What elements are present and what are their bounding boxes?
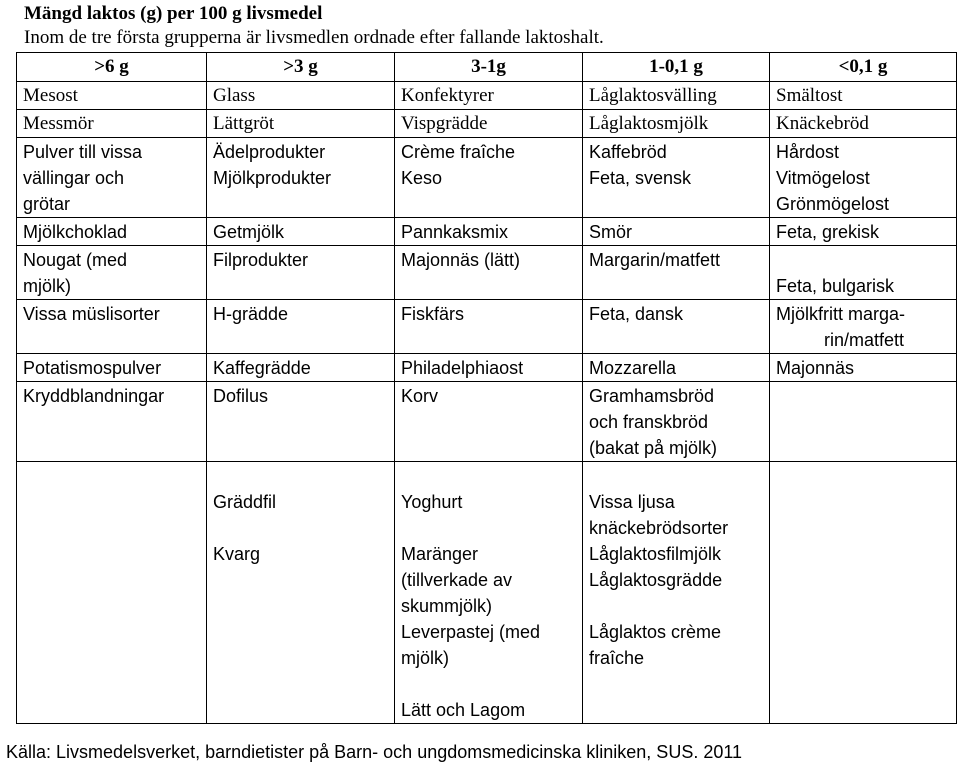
table-row: [17, 462, 957, 724]
cell-line: Nougat (med: [23, 250, 128, 270]
cell-line: Gramhamsbröd: [589, 386, 715, 406]
table-row: [17, 82, 957, 110]
table-row: [17, 138, 957, 218]
table-cell: Kaffegrädde: [207, 354, 395, 382]
column-header: >3 g: [207, 53, 395, 82]
table-cell: [770, 462, 957, 724]
cell-line: mjölk): [401, 648, 449, 668]
cell-line: (bakat på mjölk): [589, 438, 718, 458]
table-cell: [770, 300, 957, 354]
table-cell: [395, 462, 583, 724]
cell-line: Mjölkprodukter: [213, 168, 332, 188]
table-cell: [583, 382, 770, 462]
table-cell: Kryddblandningar: [17, 382, 207, 462]
table-cell: Fiskfärs: [395, 300, 583, 354]
cell-line: Pulver till vissa: [23, 142, 143, 162]
cell-line: Grönmögelost: [776, 194, 890, 214]
table-row: [17, 300, 957, 354]
cell-line: Feta, svensk: [589, 168, 692, 188]
table-cell: Getmjölk: [207, 218, 395, 246]
table-cell: Margarin/matfett: [583, 246, 770, 300]
cell-line: Ädelprodukter: [213, 142, 326, 162]
table-cell: Låglaktosmjölk: [583, 110, 770, 138]
table-cell: H-grädde: [207, 300, 395, 354]
cell-line: Kvarg: [213, 544, 261, 564]
table-cell: Vispgrädde: [395, 110, 583, 138]
cell-line: Låglaktosgrädde: [589, 570, 723, 590]
table-cell: Smältost: [770, 82, 957, 110]
cell-line: Hårdost: [776, 142, 840, 162]
source-note: Källa: Livsmedelsverket, barndietister på Barn- och ungdomsmedicinska kliniken, SUS. 2011: [6, 742, 743, 762]
table-cell: Philadelphiaost: [395, 354, 583, 382]
cell-line: Leverpastej (med: [401, 622, 541, 642]
table-cell: Filprodukter: [207, 246, 395, 300]
table-cell: Mesost: [17, 82, 207, 110]
column-header: 1-0,1 g: [583, 53, 770, 82]
table-cell: Mjölkchoklad: [17, 218, 207, 246]
document-subtitle: Inom de tre första grupperna är livsmedlen ordnade efter fallande laktoshalt.: [24, 27, 604, 48]
table-cell: [17, 462, 207, 724]
table-cell: [770, 382, 957, 462]
cell-line: Mjölkfritt marga-: [776, 304, 906, 324]
table-cell: Dofilus: [207, 382, 395, 462]
table-cell: Mozzarella: [583, 354, 770, 382]
table-cell: Knäckebröd: [770, 110, 957, 138]
cell-line: Låglaktos crème: [589, 622, 722, 642]
table-cell: [583, 138, 770, 218]
cell-line: Kaffebröd: [589, 142, 667, 162]
cell-line: Gräddfil: [213, 492, 277, 512]
cell-line: och franskbröd: [589, 412, 709, 432]
table-row: [17, 382, 957, 462]
table-cell: [207, 138, 395, 218]
table-cell: Låglaktosvälling: [583, 82, 770, 110]
table-cell: Feta, bulgarisk: [770, 246, 957, 300]
table-cell: [17, 246, 207, 300]
cell-line: Lätt och Lagom: [401, 700, 526, 720]
document-title: Mängd laktos (g) per 100 g livsmedel: [24, 3, 323, 24]
table-cell: Majonnäs: [770, 354, 957, 382]
table-cell: Lättgröt: [207, 110, 395, 138]
cell-line: Crème fraîche: [401, 142, 516, 162]
table-cell: Vissa müslisorter: [17, 300, 207, 354]
cell-line: Låglaktosfilmjölk: [589, 544, 722, 564]
lactose-table: [16, 52, 957, 724]
column-header: 3-1g: [395, 53, 583, 82]
table-cell: Glass: [207, 82, 395, 110]
cell-line: knäckebrödsorter: [589, 518, 729, 538]
table-cell: Konfektyrer: [395, 82, 583, 110]
table-cell: [207, 462, 395, 724]
table-cell: Korv: [395, 382, 583, 462]
cell-line: skummjölk): [401, 596, 493, 616]
cell-line: Vissa ljusa: [589, 492, 675, 512]
cell-line: fraîche: [589, 648, 645, 668]
table-row: [17, 246, 957, 300]
cell-line: Vitmögelost: [776, 168, 870, 188]
cell-line: rin/matfett: [823, 330, 905, 350]
table-cell: Pannkaksmix: [395, 218, 583, 246]
cell-line: vällingar och: [23, 168, 125, 188]
table-cell: [17, 138, 207, 218]
table-cell: Majonnäs (lätt): [395, 246, 583, 300]
column-header: <0,1 g: [770, 53, 957, 82]
cell-line: (tillverkade av: [401, 570, 513, 590]
table-cell: Feta, dansk: [583, 300, 770, 354]
table-row: [17, 110, 957, 138]
table-row: [17, 354, 957, 382]
table-cell: Smör: [583, 218, 770, 246]
cell-line: grötar: [23, 194, 71, 214]
table-cell: Potatismospulver: [17, 354, 207, 382]
cell-line: Yoghurt: [401, 492, 463, 512]
cell-line: Keso: [401, 168, 443, 188]
cell-line: mjölk): [23, 276, 71, 296]
table-row: [17, 218, 957, 246]
table-cell: Feta, grekisk: [770, 218, 957, 246]
table-header-row: [17, 53, 957, 82]
table-cell: [770, 138, 957, 218]
table-cell: [583, 462, 770, 724]
cell-line: Maränger: [401, 544, 479, 564]
table-cell: [395, 138, 583, 218]
column-header: >6 g: [17, 53, 207, 82]
table-cell: Messmör: [17, 110, 207, 138]
